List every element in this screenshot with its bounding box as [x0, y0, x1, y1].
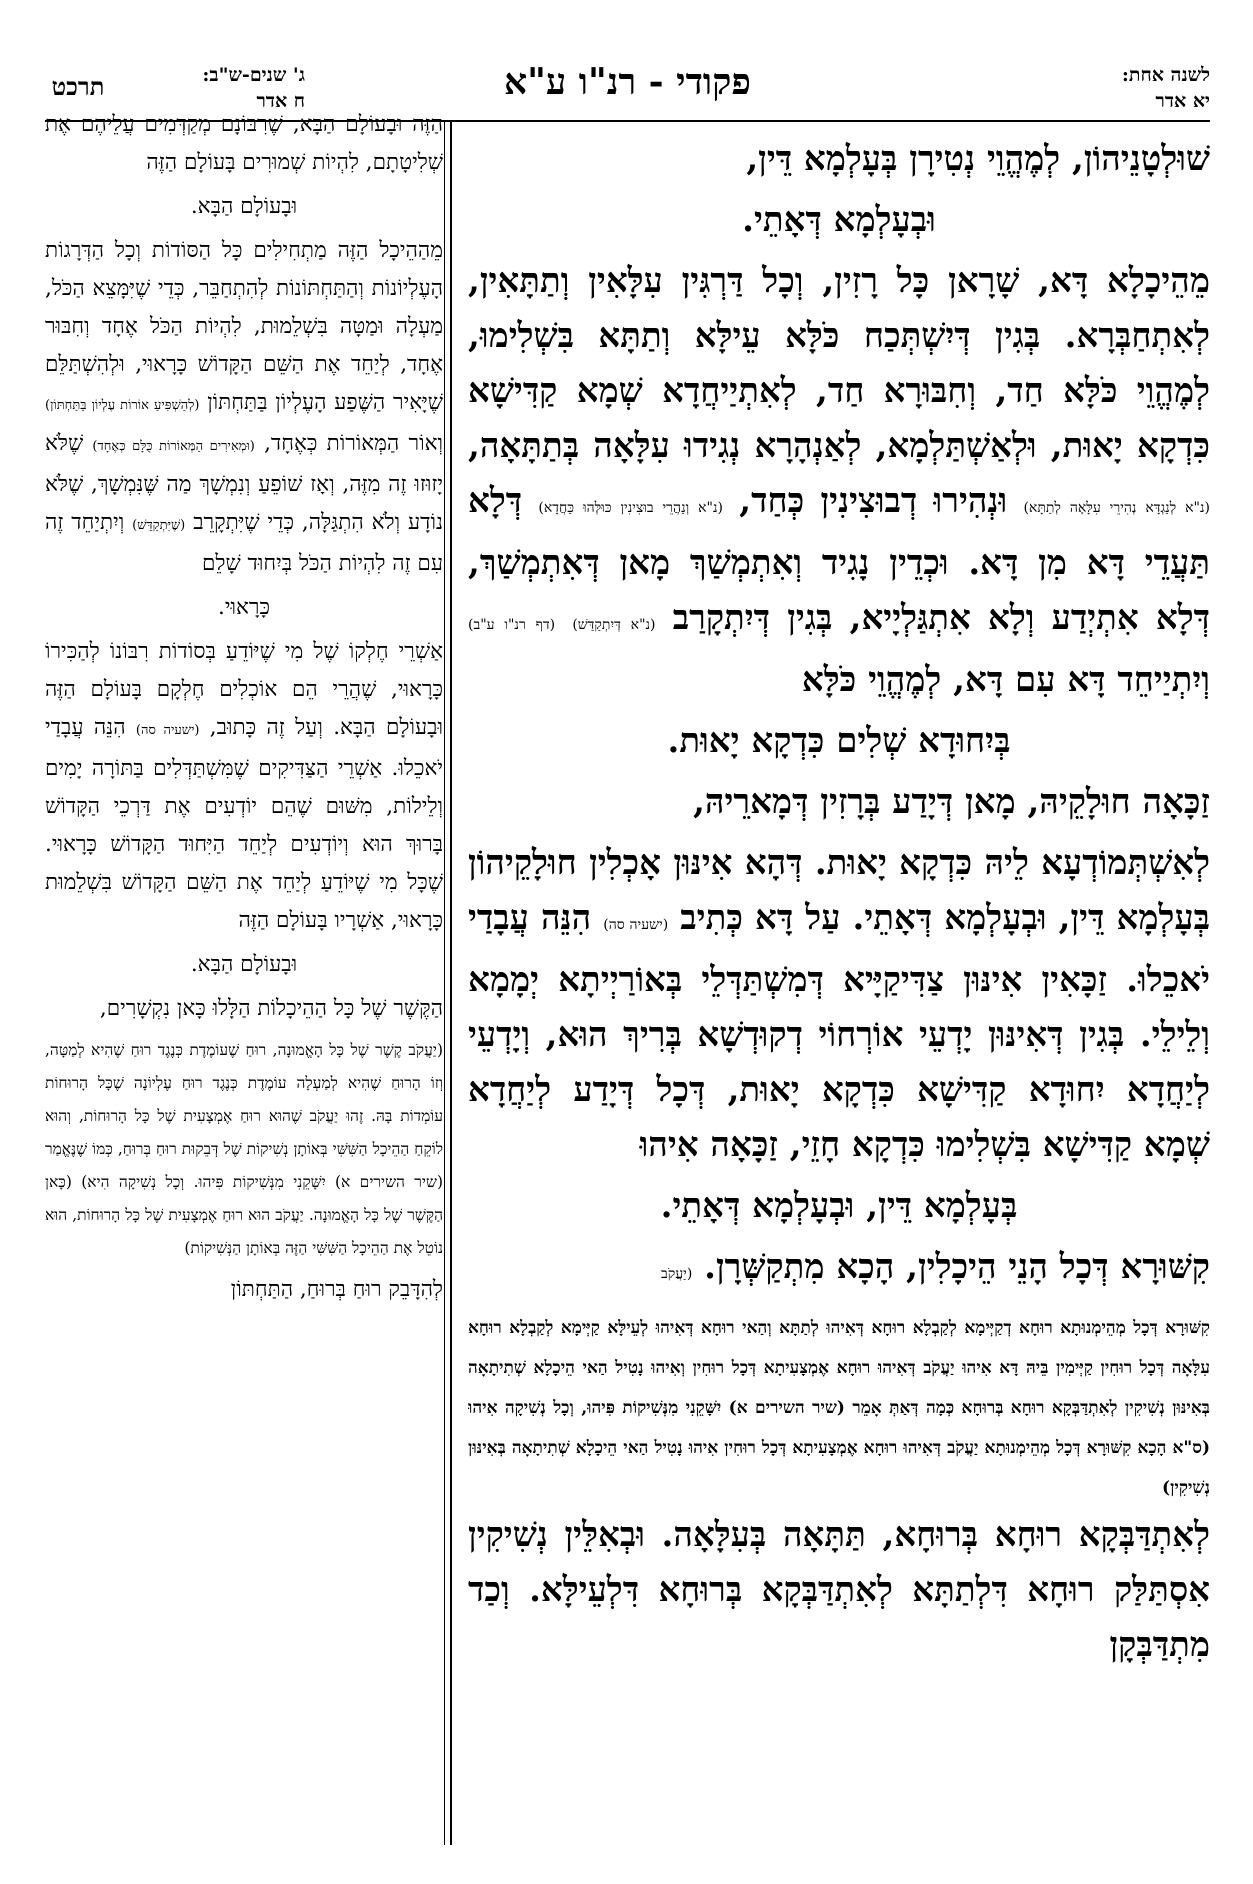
variant-paragraph — [45, 1034, 443, 1265]
paragraph — [468, 775, 1210, 830]
schedule-label: לשנה אחת: — [1121, 64, 1210, 86]
text-segment: לְאִשְׁתְּמוֹדְעָא לֵיהּ כִּדְקָא יָאוּת. דְּהָא אִינּוּן אָכְלִין חוּלָקֵיהוֹן בְּעָלְמָא דֵּין, וּבְעָלְמָא דְּאָתֵי. עַל דָּא כְּתִיב — [468, 843, 1210, 938]
variant-paragraph — [468, 1308, 1210, 1508]
schedule-date: ח אדר — [256, 90, 305, 112]
schedule-date: יא אדר — [1155, 90, 1210, 112]
paragraph — [45, 633, 443, 940]
text-segment: כָּרָאוּי. — [218, 595, 270, 620]
text-segment: בְּעָלְמָא דֵּין, וּבְעָלְמָא דְּאָתֵי. — [660, 1186, 1018, 1226]
text-segment: וּבְעָלְמָא דְּאָתֵי. — [742, 200, 936, 240]
schedule-label: ג' שנים-ש"ב: — [202, 64, 305, 86]
text-segment: לְאִתְדַּבְּקָא רוּחָא בְּרוּחָא, תַּתָּאָה בְּעִלָּאָה. וּבְאִלֵּין נְשִׁיקִין אִסְתַּלַּק רוּחָא דִּלְתַתָּא לְאִתְדַּבְּקָא בְּרוּחָא דִּלְעֵילָּא. וְכַד מִתְדַּבְּקָן — [468, 1515, 1210, 1665]
text-segment: זַכָּאָה חוּלָקֵיהּ, מָאן דְּיָדַע בְּרָזִין דְּמָארֵיהּ, — [693, 782, 1210, 822]
paragraph — [468, 1508, 1210, 1673]
main-text-column — [468, 132, 1210, 1844]
verse-source: (ישעיה סה) — [603, 917, 669, 933]
variant-note: (נ"א דְּיִתְקַדַּשׁ) — [572, 617, 656, 633]
text-segment: שׁוּלְטָנֵיהוֹן, לְמֶהֱוֵי נְטִירָן בְּעָלְמָא דֵּין, — [746, 139, 1210, 179]
paragraph — [45, 946, 443, 984]
text-segment: הַקֶּשֶׁר שֶׁל כָּל הַהֵיכָלוֹת הַלָּלוּ כָּאן נִקְשָׁרִים, — [99, 996, 443, 1021]
paragraph — [468, 714, 1210, 769]
variant-note: (יַעֲקֹב — [660, 1266, 693, 1282]
paragraph — [468, 1240, 1210, 1302]
text-segment: הִנֵּה עֲבָדַי יֹאכֵלוּ. זַכָּאִין אִינּוּן צַדִּיקַיָּיא דְּמִשְׁתַּדְּלֵי בְּאוֹרַיְיתָא יְמָמָא וְלֵילֵי. בְּגִין דְּאִינּוּן יָדְעֵי אוֹרְחוֹי דְקוּדְשָׁא בְּרִיךְ הוּא, וְיָדְעֵי לְיַחֲדָא יִחוּדָא קַדִּישָׁא כִּדְקָא יָאוּת, דְּכָל דְּיָדַע לְיַחֲדָא שְׁמָא קַדִּישָׁא בִּשְׁלִימוּ כִּדְקָא חָזֵי, זַכָּאָה אִיהוּ — [468, 898, 1210, 1165]
text-segment: וְיִתְיַחֵד זֶה עִם זֶה לִהְיוֹת הַכֹּל בְּיִחוּד שָׁלֵם — [45, 510, 443, 576]
text-segment: וּבָעוֹלָם הַבָּא. — [190, 952, 298, 977]
paragraph — [45, 990, 443, 1028]
paragraph — [45, 106, 443, 182]
text-segment: וּנְהִירוּ דְבוּצִינִין כְּחַד, — [739, 481, 1008, 521]
variant-note: (שֶׁיִּתְקַדֵּשׁ) — [132, 518, 186, 533]
translation-column — [45, 106, 443, 1844]
paragraph — [45, 1271, 443, 1309]
text-segment: אַשְׁרֵי חֶלְקוֹ שֶׁל מִי שֶׁיּוֹדֵעַ בְּסוֹדוֹת רִבּוֹנוֹ לְהַכִּירוֹ כָּרָאוּי, שֶׁהֲרֵי הֵם אוֹכְלִים חֶלְקָם בָּעוֹלָם הַזֶּה וּבָעוֹלָם הַבָּא. וְעַל זֶה כָּתוּב, — [45, 639, 443, 740]
page-title: פקודי - רנ"ו ע"א — [504, 61, 751, 103]
text-segment: וְיִתְיַיחֵד דָּא עִם דָּא, לְמֶהֱוֵי כֹּלָּא — [801, 660, 1210, 700]
paragraph — [45, 232, 443, 583]
text-segment: לְהִדָּבֵק רוּחַ בְּרוּחַ, הַתַּחְתּוֹן — [230, 1277, 443, 1302]
text-segment: וְאוֹר הַמְּאוֹרוֹת כְּאֶחָד, — [264, 431, 443, 456]
column-divider — [450, 120, 452, 1845]
paragraph — [468, 132, 1210, 187]
text-segment: שֶׁלֹּא יָזוּזוּ זֶה מִזֶּה, וְאָז שׁוֹפֵעַ וְנִמְשָׁךְ מַה שֶּׁנִּמְשָׁךְ, שֶׁלֹּא נוֹדָע וְלֹא הִתְגַּלָּה, כְּדֵי שֶׁיִּתְקָרֵב — [45, 431, 443, 535]
text-segment: וּבָעוֹלָם הַבָּא. — [190, 194, 298, 219]
verse-source: (ישעיה סה) — [135, 723, 200, 738]
paragraph — [45, 188, 443, 226]
paragraph — [468, 1179, 1210, 1234]
text-segment: מֵהַהֵיכָל הַזֶּה מַתְחִילִים כָּל הַסּוֹדוֹת וְכָל הַדְּרָגוֹת הָעֶלְיוֹנוֹת וְהַתַּחְתּוֹנוֹת לְהִתְחַבֵּר, כְּדֵי שֶׁיִּמָּצֵא הַכֹּל, מַעְלָה וּמַטָּה בִּשְׁלֵמוּת, לִהְיוֹת הַכֹּל אֶחָד וְחִבּוּר אֶחָד, לְיַחֵד אֶת הַשֵּׁם הַקָּדוֹשׁ כָּרָאוּי, וּלְהִשְׁתַּלֵּם שֶׁיָּאִיר הַשֶּׁפַע הָעֶלְיוֹן בַּתַּחְתּוֹן — [45, 238, 443, 415]
text-segment: קִשּׁוּרָא דְּכָל הָנֵי הֵיכָלִין, הָכָא מִתְקַשְּׁרָן. — [704, 1247, 1210, 1287]
variant-note: (לְהַשְׁפִּיעַ אוֹרוֹת עֶלְיוֹן בַּתַּחְתּוֹן) — [45, 398, 200, 413]
text-segment: הִנֵּה עֲבָדַי יֹאכֵלוּ. אַשְׁרֵי הַצַּדִּיקִים שֶׁמִּשְׁתַּדְּלִים בַּתּוֹרָה יָמִים וְלֵילוֹת, מִשּׁוּם שֶׁהֵם יוֹדְעִים אֶת דַּרְכֵי הַקָּדוֹשׁ בָּרוּךְ הוּא וְיוֹדְעִים לְיַחֵד הַיִּחוּד הַקָּדוֹשׁ כָּרָאוּי. שֶׁכָּל מִי שֶׁיּוֹדֵעַ לְיַחֵד אֶת הַשֵּׁם הַקָּדוֹשׁ בִּשְׁלֵמוּת כָּרָאוּי, אַשְׁרָיו בָּעוֹלָם הַזֶּה — [45, 715, 443, 933]
paragraph — [468, 193, 1210, 248]
page-reference: (דף רנ"ו ע"ב) — [468, 617, 556, 633]
variant-note: (נ"א וְנַהֲרֵי בוּצִינִין כּוּלְּהוּ כַּחֲדָא) — [538, 500, 723, 516]
paragraph — [468, 836, 1210, 1173]
text-segment: הַזֶּה וּבָעוֹלָם הַבָּא, שֶׁרִבּוֹנָם מְקַדְּמִים עֲלֵיהֶם אֶת שְׁלִיטָתָם, לִהְיוֹת שְׁמוּרִים בָּעוֹלָם הַזֶּה — [45, 112, 443, 175]
paragraph — [468, 254, 1210, 708]
variant-note: (נ"א לְנַגְדָּא נְהִירֵי עִלָּאָה לְתַתָּא) — [1023, 500, 1210, 516]
variant-note: (וּמְאִירִים הַמְּאוֹרוֹת כֻּלָּם כְּאֶחָד) — [92, 439, 255, 454]
text-segment: בְּיִחוּדָא שְׁלִים כִּדְקָא יָאוּת. — [667, 721, 1011, 761]
text-segment: מֵהֵיכָלָא דָּא, שָׁרָאן כָּל רָזִין, וְכָל דַּרְגִּין עִלָּאִין וְתַתָּאִין, לְאִתְחַבְּרָא. בְּגִין דְּיִשְׁתְּכַח כֹּלָּא עֵילָּא וְתַתָּא בִּשְׁלִימוּ, לְמֶהֱוֵי כֹּלָּא חַד, וְחִבּוּרָא חַד, לְאִתְיַיחֲדָא שְׁמָא קַדִּישָׁא כִּדְקָא יָאוּת, וּלְאַשְׁתַּלְמָא, לְאַנְהָרָא נְגִידוּ עִלָּאָה בְּתַתָּאָה, — [468, 261, 1210, 466]
text-segment: דְּלָא תַּעֲדֵי דָּא מִן דָּא. וּכְדֵין נָגִיד וְאִתְמְשַׁךְ מָאן דְּאִתְמְשַׁךְ, דְּלָא אִתְיְדַע וְלָא אִתְגַּלְיָיא, בְּגִין דְּיִתְקָרַב — [468, 481, 1210, 638]
text-segment: (יַעֲקֹב קֶשֶׁר שֶׁל כָּל הָאֱמוּנָה, רוּחַ שֶׁעוֹמֶדֶת כְּנֶגֶד רוּחַ שֶׁהִיא לְמַטָּה, וְזוֹ הָרוּחַ שֶׁהִיא לְמַעְלָה עוֹמֶדֶת כְּנֶגֶד רוּחַ עֶלְיוֹנָה שֶׁכָּל הָרוּחוֹת עוֹמְדוֹת בָּהּ. זֶהוּ יַעֲקֹב שֶׁהוּא רוּחַ אֶמְצָעִית שֶׁל כָּל הָרוּחוֹת, וְהוּא לוֹקֵחַ הַהֵיכָל הַשִּׁשִּׁי בְּאוֹתָן נְשִׁיקוֹת שֶׁל דְּבֵקוּת רוּחַ בְּרוּחַ, כְּמוֹ שֶׁנֶּאֱמַר (שיר השירים א) יִשָּׁקֵנִי מִנְּשִׁיקוֹת פִּיהוּ. וְכָל נְשִׁיקָה הִיא) (כָּאן הַקֶּשֶׁר שֶׁל כָּל הָאֱמוּנָה. יַעֲקֹב הוּא רוּחַ אֶמְצָעִית שֶׁל כָּל הָרוּחוֹת, הוּא נוֹטֵל אֶת הַהֵיכָל הַשִּׁשִּׁי הַזֶּה בְּאוֹתָן הַנְּשִׁיקוֹת) — [45, 1041, 443, 1257]
text-segment: קִשּׁוּרָא דְּכָל מְהֵימְנוּתָא רוּחָא דְקַיְּימָא לְקַבְלָא רוּחָא דְּאִיהוּ לְתַתָּא וְהַאי רוּחָא דְּאִיהוּ לְעֵילָּא קַיְּימָא לְקַבְלָא רוּחָא עִלָּאָה דְּכָל רוּחִין קַיְּימִין בֵּיהּ דָּא אִיהוּ יַעֲקֹב דְּאִיהוּ רוּחָא אֶמְצָעִיתָא דְּכָל רוּחִין וְאִיהוּ נָטִיל הַאי הֵיכָלָא שְׁתִיתָאָה בְּאִינּוּן נְשִׁיקִין לְאִתְדַּבְּקָא רוּחָא בְּרוּחָא כְּמָה דְּאַתְּ אָמֵר (שיר השירים א) יִשָּׁקֵנִי מִנְּשִׁיקוֹת פִּיהוּ, וְכָל נְשִׁיקָה אִיהוּ (ס"א הָכָא קִשּׁוּרָא דְּכָל מְהֵימְנוּתָא יַעֲקֹב דְּאִיהוּ רוּחָא אֶמְצָעִיתָא דְּכָל רוּחִין אִיהוּ נָטִיל הַאי הֵיכָלָא שְׁתִיתָאָה בְּאִינּוּן נְשִׁיקִין) — [468, 1318, 1210, 1498]
paragraph — [45, 589, 443, 627]
page-number: תרכט — [51, 72, 105, 101]
